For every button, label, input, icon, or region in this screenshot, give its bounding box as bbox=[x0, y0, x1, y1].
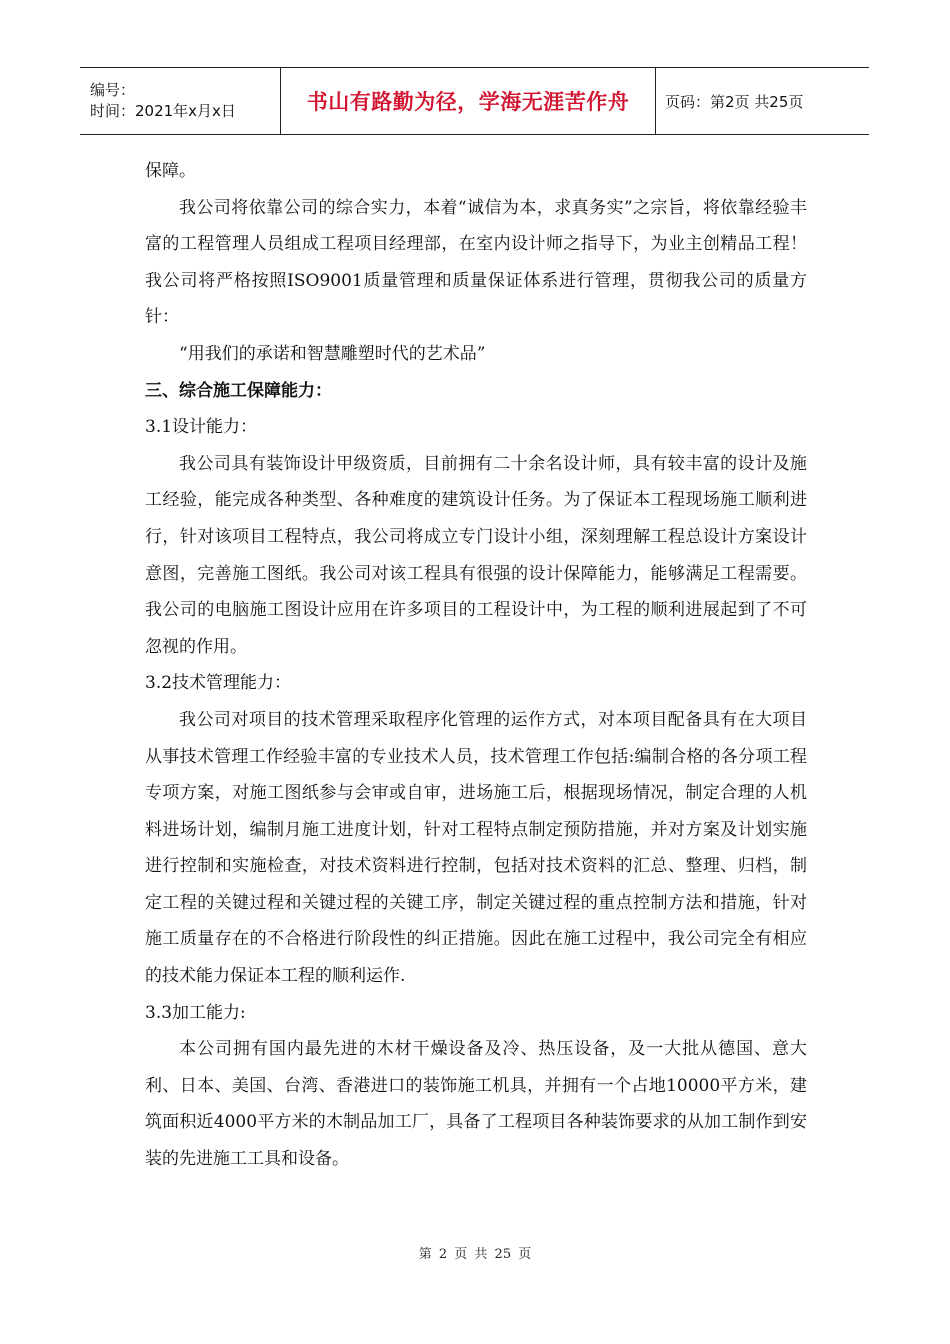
section-heading-3: 三、综合施工保障能力： bbox=[145, 380, 332, 401]
document-time-label: 时间：2021年x月x日 bbox=[90, 102, 236, 120]
paragraph-design-capability: 我公司具有装饰设计甲级资质，目前拥有二十余名设计师，具有较丰富的设计及施工经验，能完成各种类型、各种难度的建筑设计任务。为了保证本工程现场施工顺利进行，针对该项目工程特点，我公司将成立专门设计小组，深刻理解工程总设计方案设计意图，完善施工图纸。我公司对该工程具有很强的设计保障能力，能够满足工程需要。我公司的电脑施工图设计应用在许多项目的工程设计中，为工程的顺利进展起到了不可忽视的作用。 bbox=[145, 453, 807, 657]
quality-motto-quote: “用我们的承诺和智慧雕塑时代的艺术品” bbox=[179, 343, 486, 364]
document-header bbox=[80, 67, 869, 135]
header-meta bbox=[80, 68, 281, 134]
document-number-label: 编号： bbox=[90, 81, 136, 99]
paragraph-processing-capability: 本公司拥有国内最先进的木材干燥设备及冷、热压设备，及一大批从德国、意大利、日本、美国、台湾、香港进口的装饰施工机具，并拥有一个占地10000平方米，建筑面积近4000平方米的木制品加工厂，具备了工程项目各种装饰要求的从加工制作到安装的先进施工工具和设备。 bbox=[145, 1039, 807, 1170]
paragraph-technical-management: 我公司对项目的技术管理采取程序化管理的运作方式，对本项目配备具有在大项目从事技术管理工作经验丰富的专业技术人员，技术管理工作包括:编制合格的各分项工程专项方案，对施工图纸参与会审或自审，进场施工后，根据现场情况，制定合理的人机料进场计划，编制月施工进度计划，针对工程特点制定预防措施，并对方案及计划实施进行控制和实施检查，对技术资料进行控制，包括对技术资料的汇总、整理、归档，制定工程的关键过程和关键过程的关键工序，制定关键过程的重点控制方法和措施，针对施工质量存在的不合格进行阶段性的纠正措施。因此在施工过程中，我公司完全有相应的技术能力保证本工程的顺利运作. bbox=[145, 709, 807, 987]
header-page-info: 页码：第2页 共25页 bbox=[665, 92, 804, 111]
subsection-title-3-2: 3.2技术管理能力： bbox=[145, 673, 292, 694]
subsection-title-3-3: 3.3加工能力: bbox=[145, 1002, 246, 1023]
paragraph-company-commitment: 我公司将依靠公司的综合实力，本着“诚信为本，求真务实”之宗旨，将依靠经验丰富的工程管理人员组成工程项目经理部，在室内设计师之指导下，为业主创精品工程！我公司将严格按照ISO9001质量管理和质量保证体系进行管理，贯彻我公司的质量方针： bbox=[145, 197, 807, 328]
paragraph-continuation: 保障。 bbox=[145, 161, 196, 181]
header-motto: 书山有路勤为径，学海无涯苦作舟 bbox=[281, 68, 656, 134]
page-footer: 第 2 页 共 25 页 bbox=[418, 1247, 532, 1262]
document-body bbox=[145, 153, 807, 1178]
subsection-title-3-1: 3.1设计能力： bbox=[145, 417, 258, 438]
